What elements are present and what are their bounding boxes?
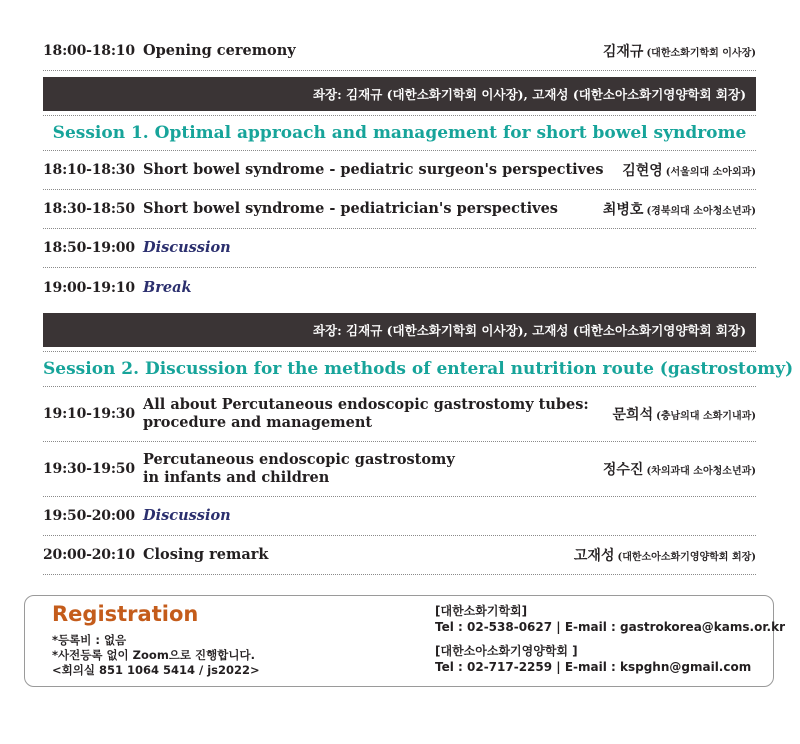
discussion-row [43,497,756,536]
talk-title-line: Percutaneous endoscopic gastrostomy [143,451,455,468]
registration-line: <회의실 851 1064 5414 / js2022> [52,663,260,677]
registration-box [24,595,785,687]
time: 20:00-20:10 [43,547,135,563]
talk-title-line: procedure and management [143,414,373,431]
chair-bar-2: 좌장: 김재규 (대한소화기학회 이사장), 고재성 (대한소아소화기영양학회 회장) [43,313,756,347]
talk-title-line: in infants and children [143,469,330,486]
contact-info [435,603,785,675]
time: 18:50-19:00 [43,240,135,256]
speaker [603,41,756,61]
registration-title: Registration [52,602,199,626]
speaker-affiliation: (경북의대 소아청소년과) [646,206,756,217]
closing-row [43,536,756,575]
talk-title: Short bowel syndrome - pediatric surgeon's perspectives [143,161,604,178]
schedule-row [43,442,756,497]
time: 19:30-19:50 [43,461,135,477]
schedule-row [43,151,756,190]
speaker-name: 고재성 [573,548,615,564]
contact-org: [대한소화기학회] [435,604,528,618]
speaker-affiliation: (차의과대 소아청소년과) [646,466,756,477]
speaker [622,160,756,180]
break-row [43,268,756,307]
break-label: Break [143,278,192,296]
opening-row [43,32,756,71]
session-1-title: Session 1. Optimal approach and management for short bowel syndrome [43,115,756,151]
registration-line: *등록비 : 없음 [52,633,127,647]
program-schedule [43,32,794,575]
talk-title: Closing remark [143,546,269,563]
speaker-name: 정수진 [602,462,644,478]
speaker-name: 최병호 [602,202,644,218]
speaker [603,459,756,479]
speaker [613,404,756,424]
contact-org: [대한소아소화기영양학회 ] [435,644,578,658]
contact-details: Tel : 02-717-2259 | E-mail : kspghn@gmail.com [435,660,752,674]
schedule-row [43,387,756,442]
time: 18:10-18:30 [43,162,135,178]
talk-title-line: All about Percutaneous endoscopic gastrostomy tubes: [143,396,589,413]
speaker-affiliation: (서울의대 소아외과) [665,167,756,178]
talk-title: Opening ceremony [143,42,296,59]
registration-line: *사전등록 없이 Zoom으로 진행합니다. [52,648,255,662]
speaker-affiliation: (대한소아소화기영양학회 회장) [617,552,756,563]
speaker [603,199,756,219]
discussion-row [43,229,756,268]
chair-bar-1: 좌장: 김재규 (대한소화기학회 이사장), 고재성 (대한소아소화기영양학회 회장) [43,77,756,111]
discussion-label: Discussion [143,507,231,524]
time: 19:50-20:00 [43,508,135,524]
time: 18:00-18:10 [43,43,135,59]
session-2-title: Session 2. Discussion for the methods of enteral nutrition route (gastrostomy) [43,351,756,387]
time: 18:30-18:50 [43,201,135,217]
schedule-row [43,190,756,229]
speaker-affiliation: (대한소화기학회 이사장) [646,48,756,59]
time: 19:00-19:10 [43,279,135,296]
discussion-label: Discussion [143,239,231,256]
talk-title [143,396,589,432]
registration-info [52,633,260,678]
contact-details: Tel : 02-538-0627 | E-mail : gastrokorea@kams.or.kr [435,620,785,634]
speaker-affiliation: (충남의대 소화기내과) [656,411,756,422]
speaker-name: 문희석 [612,407,654,423]
speaker-name: 김재규 [602,44,644,60]
talk-title [143,451,455,487]
speaker [574,545,756,565]
time: 19:10-19:30 [43,406,135,422]
speaker-name: 김현영 [622,163,663,179]
talk-title: Short bowel syndrome - pediatrician's perspectives [143,200,558,217]
